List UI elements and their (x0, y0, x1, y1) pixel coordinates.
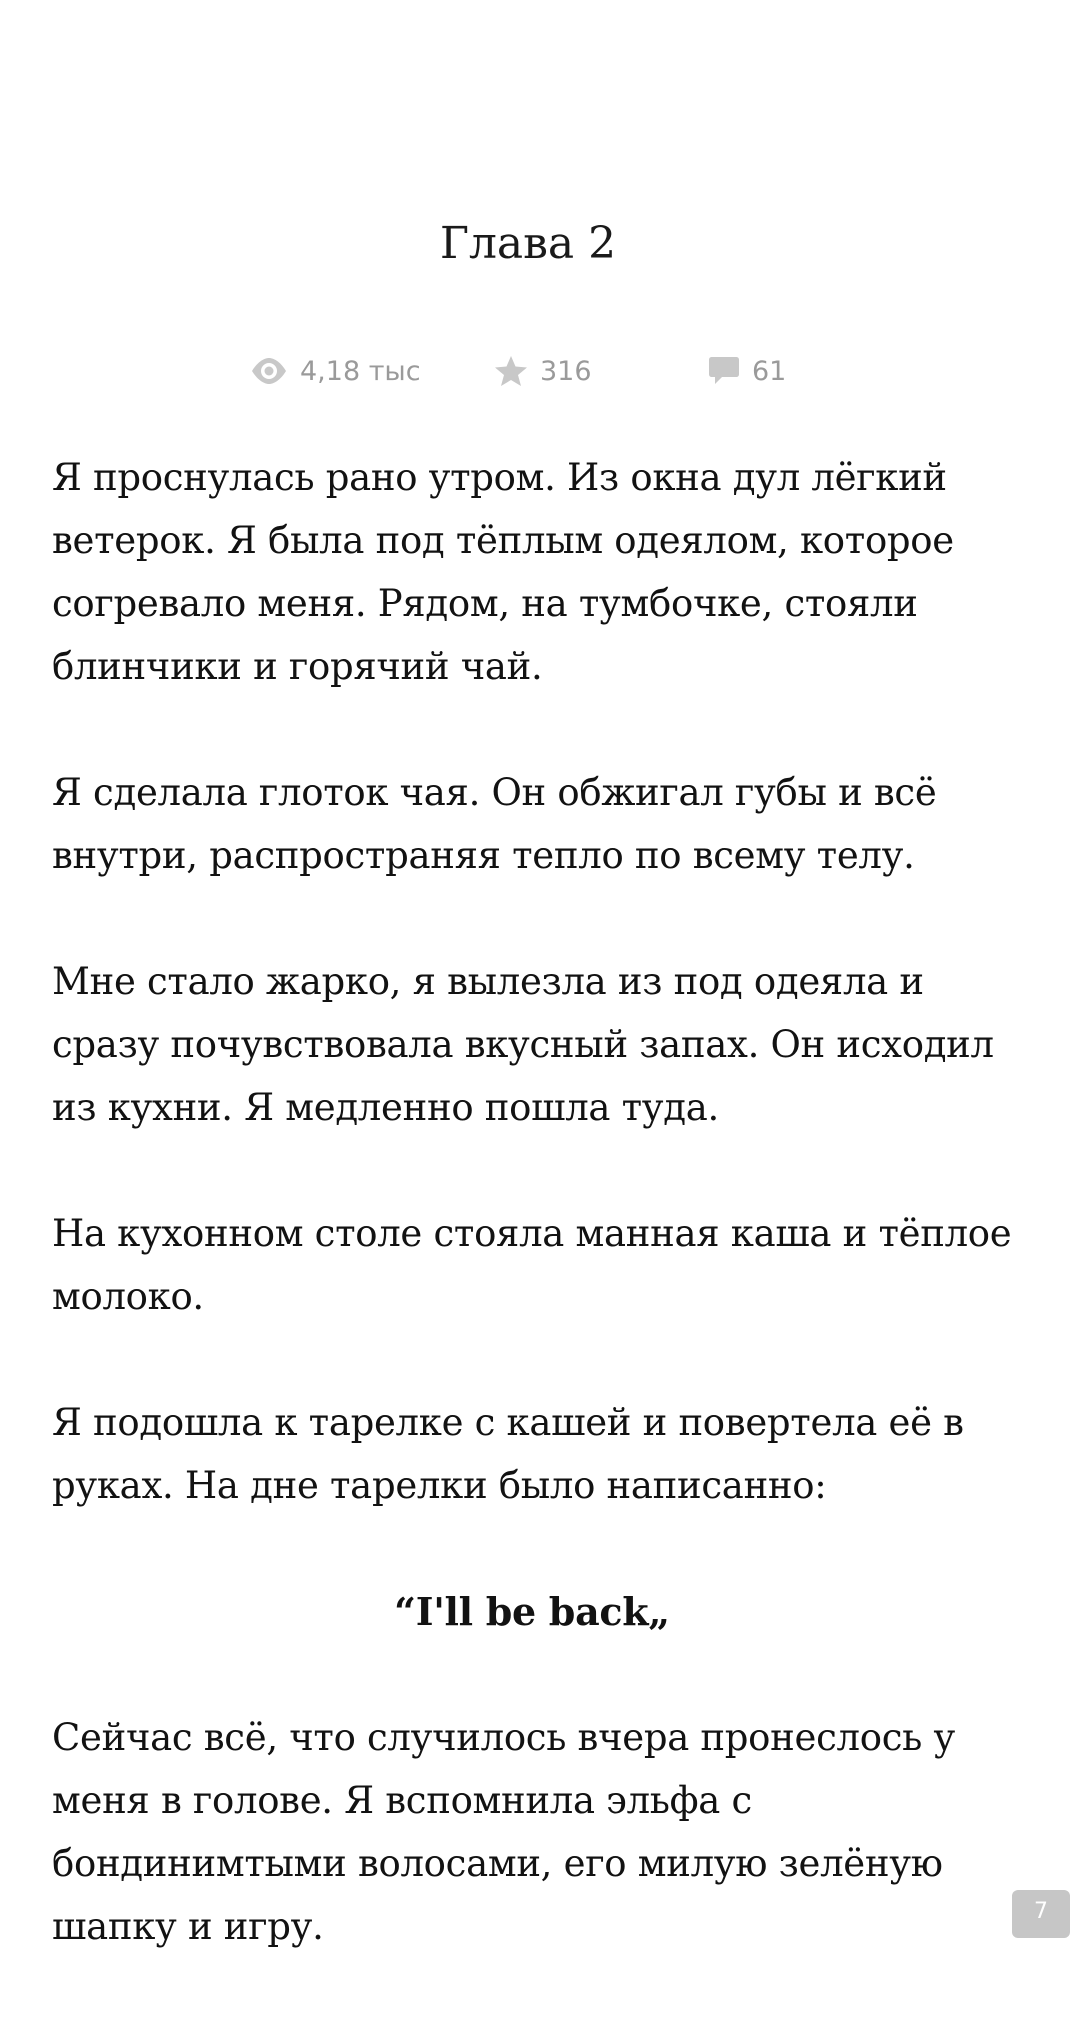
story-paragraph: Я подошла к тарелке с кашей и повертела её в руках. На дне тарелки было написанно: (52, 1401, 964, 1507)
comments-count: 61 (752, 355, 787, 387)
chapter-stats (0, 350, 1080, 392)
story-paragraph: Сейчас всё, что случилось вчера пронеслось у меня в голове. Я вспомнила эльфа с бондинимтыми волосами, его милую зелёную шапку и игру. (52, 1716, 955, 1948)
comment-icon (708, 355, 740, 387)
story-text (52, 446, 1012, 2021)
votes-stat[interactable] (494, 350, 592, 392)
story-paragraph: Я проснулась рано утром. Из окна дул лёгкий ветерок. Я была под тёплым одеялом, которое согревало меня. Рядом, на тумбочке, стояли блинчики и горячий чай. (52, 456, 954, 688)
page-number-badge: 7 (1012, 1890, 1070, 1938)
story-paragraph: Мне стало жарко, я вылезла из под одеяла и сразу почувствовала вкусный запах. Он исходил из кухни. Я медленно пошла туда. (52, 960, 994, 1129)
views-stat (250, 350, 421, 392)
views-count: 4,18 тыс (300, 355, 421, 387)
story-quote: “I'll be back„ (394, 1589, 670, 1634)
comments-stat[interactable] (708, 350, 786, 392)
chapter-title: Глава 2 (439, 218, 617, 269)
star-icon (494, 355, 528, 387)
eye-icon (250, 357, 288, 385)
story-paragraph: На кухонном столе стояла манная каша и тёплое молоко. (52, 1212, 1012, 1318)
story-paragraph: Я сделала глоток чая. Он обжигал губы и всё внутри, распространяя тепло по всему телу. (52, 771, 937, 877)
votes-count: 316 (540, 355, 592, 387)
